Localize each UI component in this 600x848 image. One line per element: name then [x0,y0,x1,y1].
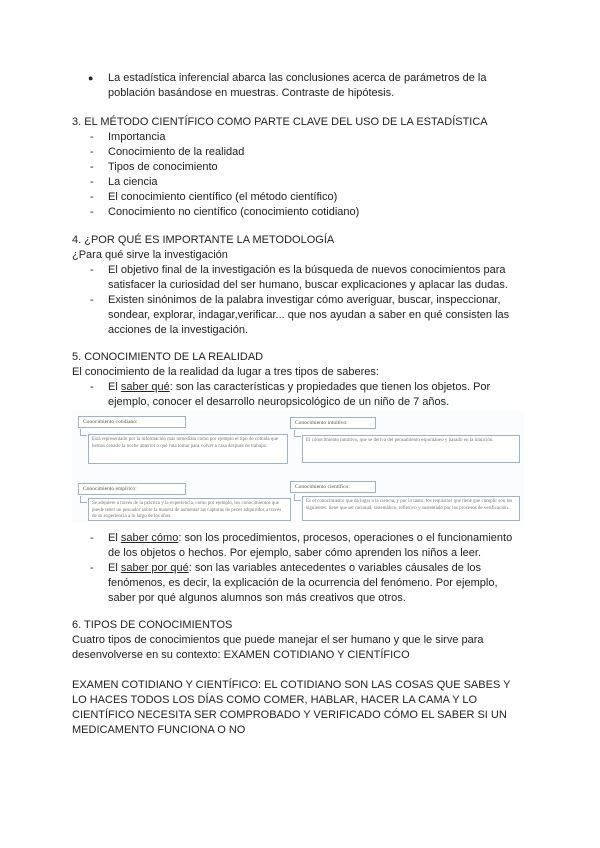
figure-title: Conocimiento intuitivo: [290,417,376,429]
term: saber por qué [120,562,189,574]
list-item: Conocimiento de la realidad [108,146,245,158]
intro-bullet [72,71,502,101]
list-item: Existen sinónimos de la palabra investigar cómo averiguar, buscar, inspeccionar, sondear, explorar, indagar,verificar... que nos ayudan a saber en qué consisten las acciones de la investigación. [108,294,510,336]
figure-title: Conocimiento científico: [290,481,376,493]
figure-title: Conocimiento cotidiano: [78,416,186,428]
bullet-text: La estadística inferencial abarca las conclusiones acerca de parámetros de la población basándose en muestras. Contraste de hipótesis. [108,72,487,99]
term: saber qué [120,381,170,393]
list-item: Importancia [108,131,166,143]
figure-text: Está representado por la información más inmediata como por ejemplo el tipo de comida que hemos cenado la noche anterior o qué ruta tomar para volver a casa después de trabajar. [88,434,288,464]
list-item: : son las variables antecedentes o variables cáusales de los fenómenos, es decir, la explicación de la ocurrencia del fenómeno. Por ejemplo, saber por qué algunos alumnos son más creativos que otros. [108,562,498,604]
list-item: El conocimiento científico (el método científico) [108,191,338,203]
section-heading: 3. EL MÉTODO CIENTÍFICO COMO PARTE CLAVE DEL USO DE LA ESTADÍSTICA [72,116,488,128]
knowledge-types-figure [72,411,524,523]
el-word: El [108,562,118,574]
list-item: La ciencia [108,176,158,188]
list-item: El objetivo final de la investigación es la búsqueda de nuevos conocimientos para satisfacer la curiosidad del ser humano, buscar explicaciones y aplacar las dudas. [108,264,508,291]
section-3: 3. EL MÉTODO CIENTÍFICO COMO PARTE CLAVE DEL USO DE LA ESTADÍSTICA - Importancia - Conocimiento de la realidad - Tipos de conocimiento - La ciencia - El conocimiento científico (el método científico) - Conocimiento no científico (conocimiento cotidiano) [72,115,522,220]
el-word: El [108,532,118,544]
term: saber cómo [120,532,179,544]
section-intro: Cuatro tipos de conocimientos que puede manejar el ser humano y que le sirve para desenvolverse en su contexto: EXAMEN COTIDIANO Y CIENTÍFICO [72,634,484,661]
list-item: : son las características y propiedades que tienen los objetos. Por ejemplo, conocer el desarrollo neuropsicológico de un niño de 7 años. [108,381,491,408]
figure-text: Es el conocimiento que da lugar a la ciencia, y por lo tanto, los requisitos que tiene que cumplir son los siguientes: tiene que ser racional, sistemático, reflexivo y sustentado por los procesos de verificación. [302,496,520,521]
figure-title: Conocimiento empírico: [78,483,186,495]
bullet-icon: ● [88,73,94,83]
section-subheading: ¿Para qué sirve la investigación [72,249,228,261]
section-5: 5. CONOCIMIENTO DE LA REALIDAD El conocimiento de la realidad da lugar a tres tipos de saberes: - El saber qué: son las características y propiedades que tienen los objetos. Por ejemplo, conocer el desarrollo neuropsicológico de un niño de 7 años. [72,350,517,410]
section-6 [72,618,517,738]
el-word: El [108,381,118,393]
figure-text: El conocimiento intuitivo, que se deriva del pensamiento espontáneo y basado en la intuición. [302,435,520,463]
list-item: Conocimiento no científico (conocimiento cotidiano) [108,206,360,218]
section-heading: 4. ¿POR QUÉ ES IMPORTANTE LA METODOLOGÍA [72,234,335,246]
caps-paragraph: EXAMEN COTIDIANO Y CIENTÍFICO: EL COTIDIANO SON LAS COSAS QUE SABES Y LO HACES TODOS LOS DÍAS COMO COMER, HABLAR, HACER LA CAMA Y LO CIENTÍFICO NECESITA SER COMPROBADO Y VERIFICADO CÓMO EL SABER SI UN MEDICAMENTO FUNCIONA O NO [72,679,511,736]
list-item: : son los procedimientos, procesos, operaciones o el funcionamiento de los objetos o hechos. Por ejemplo, saber cómo aprenden los niños a leer. [108,532,513,559]
section-intro: El conocimiento de la realidad da lugar a tres tipos de saberes: [72,366,379,378]
figure-text: Se adquiere a través de la práctica y la experiencia, como por ejemplo, los conocimientos que puede tener un pescador sobre la manera de aumentar las capturas de peces adquiridos a través de su experiencia a lo largo de los años. [88,498,291,521]
section-4: 4. ¿POR QUÉ ES IMPORTANTE LA METODOLOGÍA ¿Para qué sirve la investigación - El objetivo final de la investigación es la búsqueda de nuevos conocimientos para satisfacer la curiosidad del ser humano, buscar explicaciones y aplacar las dudas. - Existen sinónimos de la palabra investigar cómo averiguar, buscar, inspeccionar, sondear, explorar, indagar,verificar... que nos ayudan a saber en qué consisten las acciones de la investigación. [72,233,517,338]
list-item: Tipos de conocimiento [108,161,218,173]
section-heading: 5. CONOCIMIENTO DE LA REALIDAD [72,351,264,363]
section-heading: 6. TIPOS DE CONOCIMIENTOS [72,619,233,631]
section-5-continued: - El saber cómo: son los procedimientos, procesos, operaciones o el funcionamiento de los objetos o hechos. Por ejemplo, saber cómo aprenden los niños a leer. - El saber por qué: son las variables antecedentes o variables cáusales de los fenómenos, es decir, la explicación de la ocurrencia del fenómeno. Por ejemplo, saber por qué algunos alumnos son más creativos que otros. [90,532,513,604]
